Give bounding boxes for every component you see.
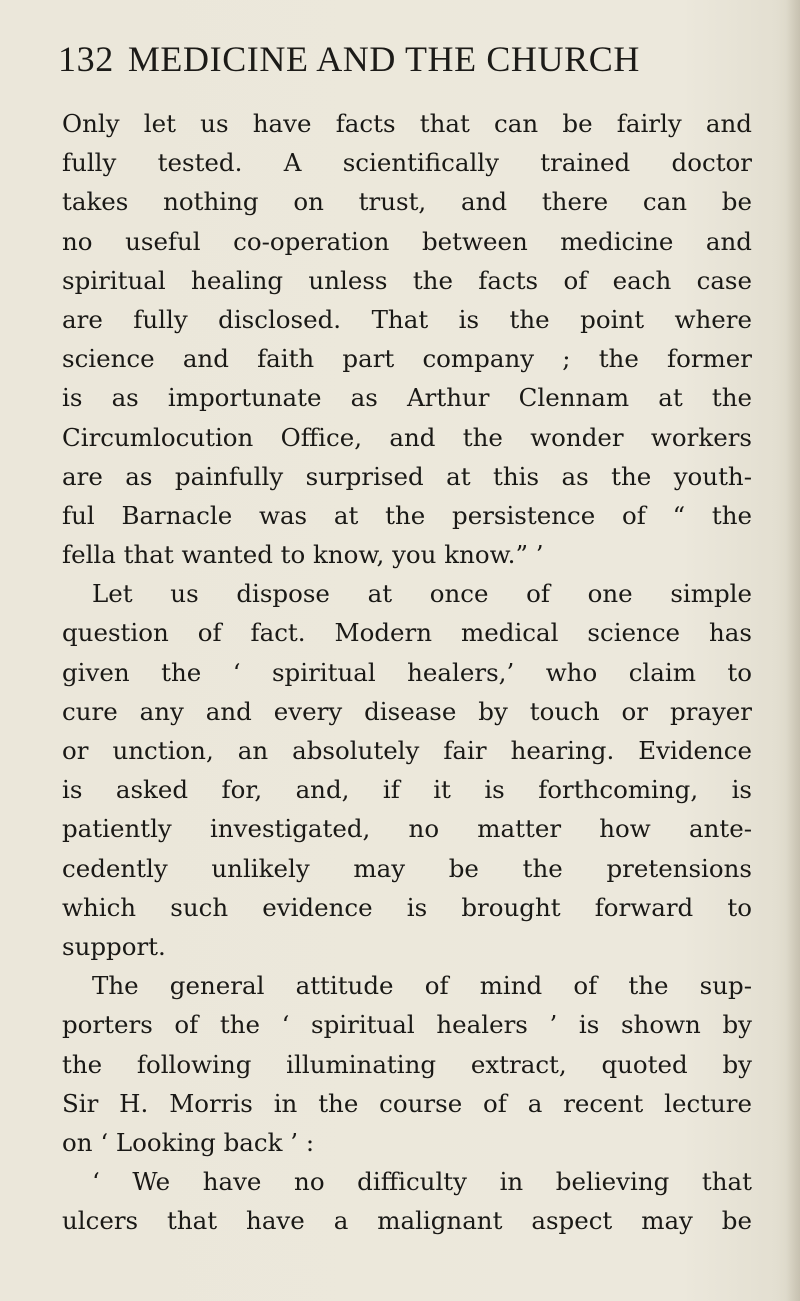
text-line: are as painfully surprised at this as the youth- [62, 461, 752, 491]
text-line: are fully disclosed. That is the point where [62, 304, 752, 334]
text-line: porters of the ‘ spiritual healers ’ is shown by [62, 1010, 752, 1040]
text-line: Only let us have facts that can be fairly and [62, 109, 752, 138]
text-line: cure any and every disease by touch or prayer [62, 696, 752, 726]
page-number: 132 [58, 39, 114, 79]
text-line: ‘ We have no difficulty in believing that [92, 1167, 752, 1197]
body-text [62, 104, 752, 1240]
text-line: given the ‘ spiritual healers,’ who claim to [62, 657, 752, 687]
text-line: takes nothing on trust, and there can be [62, 187, 752, 217]
text-line: cedently unlikely may be the pretensions [62, 853, 752, 883]
running-title: MEDICINE AND THE CHURCH [127, 39, 640, 79]
text-line: question of fact. Modern medical science has [62, 618, 752, 648]
text-line: or unction, an absolutely fair hearing. Evidence [62, 736, 752, 765]
text-line: is asked for, and, if it is forthcoming, is [62, 775, 752, 805]
text-line: support. [62, 931, 166, 961]
page-edge-shadow [786, 0, 800, 1301]
text-line: on ‘ Looking back ’ : [62, 1127, 315, 1157]
text-line: Circumlocution Office, and the wonder workers [62, 422, 752, 452]
text-line: ulcers that have a malignant aspect may be [62, 1206, 752, 1236]
text-line: fully tested. A scientifically trained doctor [62, 148, 752, 178]
text-line: is as importunate as Arthur Clennam at the [62, 383, 752, 413]
text-line: Sir H. Morris in the course of a recent lecture [62, 1088, 752, 1118]
text-line: science and faith part company ; the former [62, 344, 752, 374]
running-header [58, 38, 640, 80]
text-line: spiritual healing unless the facts of each case [62, 265, 752, 295]
text-line: The general attitude of mind of the sup- [92, 971, 752, 1001]
text-line: Let us dispose at once of one simple [92, 579, 752, 609]
text-line: patiently investigated, no matter how ante- [62, 814, 752, 844]
text-line: no useful co-operation between medicine and [62, 226, 752, 256]
text-line: the following illuminating extract, quoted by [62, 1049, 752, 1079]
text-line: which such evidence is brought forward to [62, 892, 752, 922]
text-line: fella that wanted to know, you know.” ’ [62, 540, 544, 570]
text-line: ful Barnacle was at the persistence of “ the [62, 500, 752, 530]
